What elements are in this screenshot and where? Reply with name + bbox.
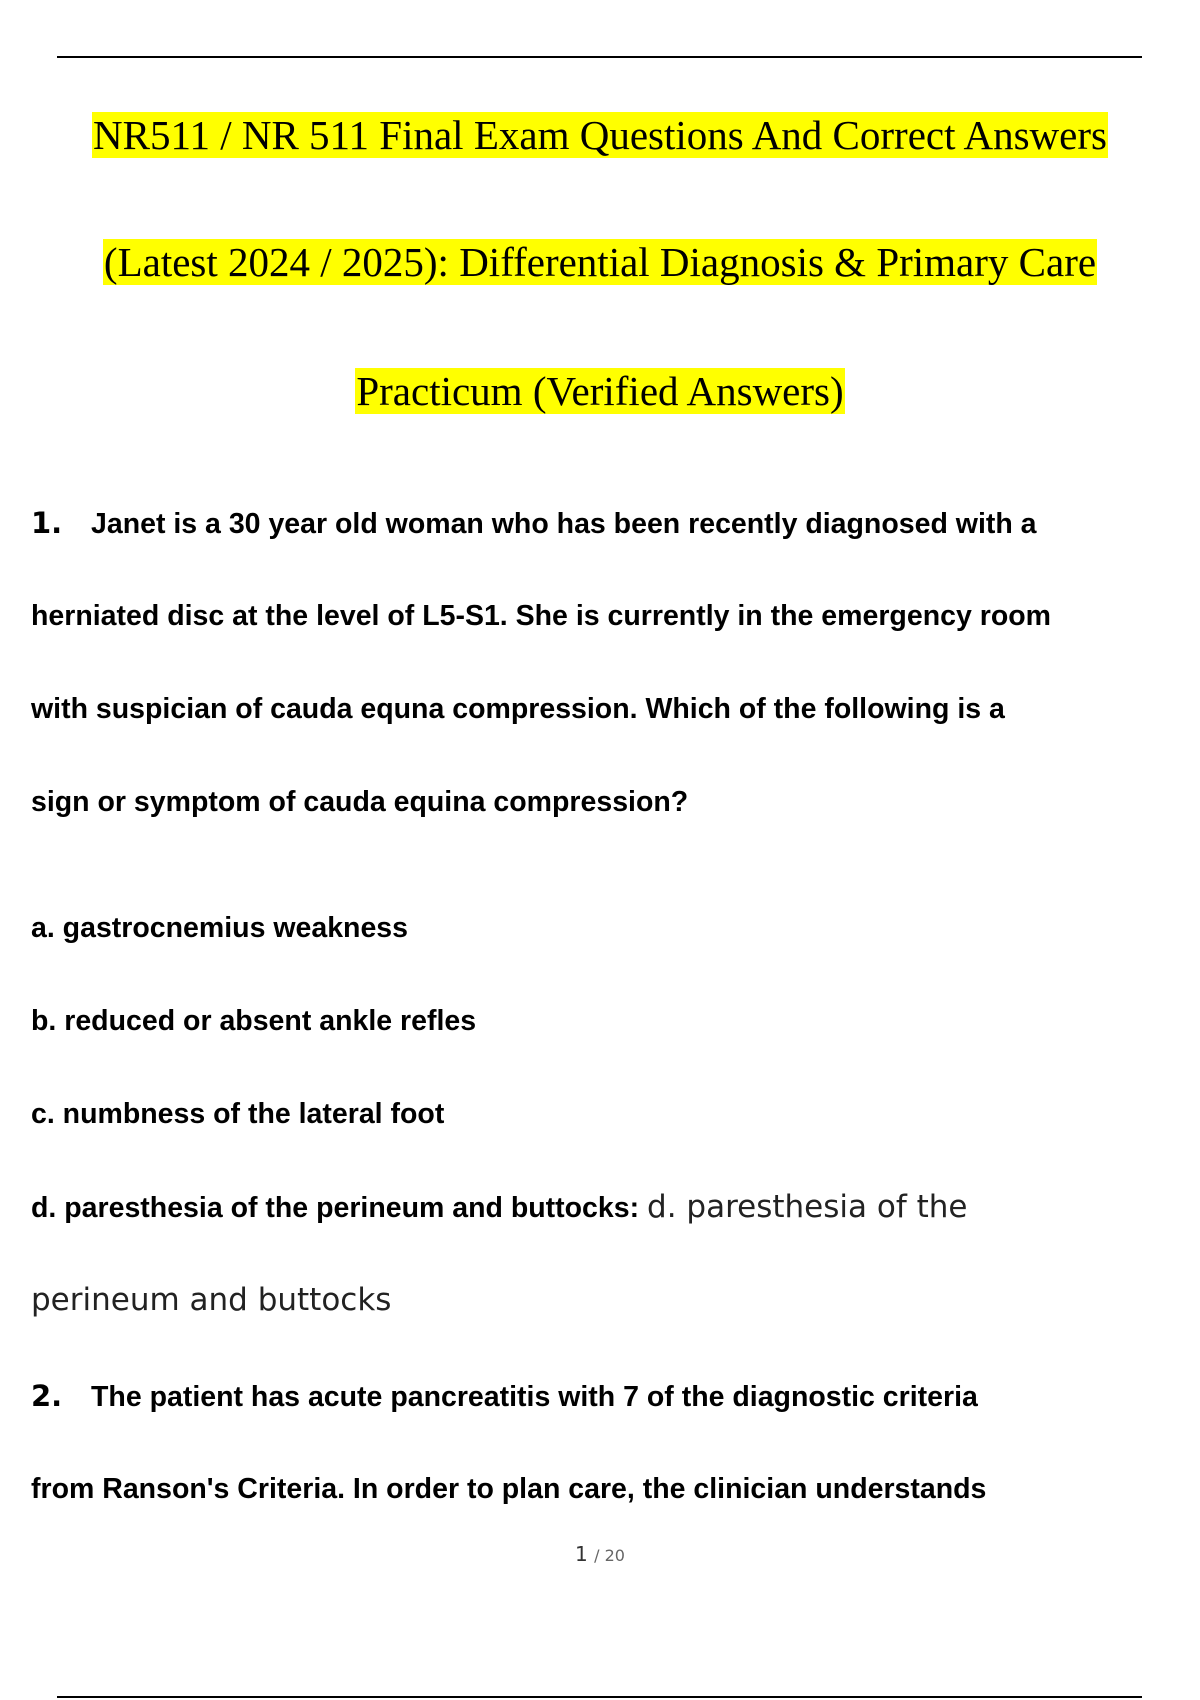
document-title-line-3: Practicum (Verified Answers) bbox=[356, 368, 844, 414]
question-2-line-1: 2. The patient has acute pancreatitis with 7 of the diagnostic criteria bbox=[31, 1379, 978, 1413]
question-1-line-1: 1. Janet is a 30 year old woman who has been recently diagnosed with a bbox=[31, 506, 1037, 540]
question-1-line-2: herniated disc at the level of L5-S1. She is currently in the emergency room bbox=[31, 600, 1051, 632]
page-number: 1 / 20 bbox=[575, 1542, 625, 1566]
question-1-line-3: with suspician of cauda equna compression. Which of the following is a bbox=[31, 693, 1005, 725]
bottom-rule bbox=[57, 1696, 1142, 1698]
question-2-line-2: from Ranson's Criteria. In order to plan care, the clinician understands bbox=[31, 1473, 987, 1505]
document-title-line-1: NR511 / NR 511 Final Exam Questions And Correct Answers bbox=[93, 112, 1107, 158]
correct-answer-continued: perineum and buttocks bbox=[31, 1282, 392, 1318]
option-d: d. paresthesia of the perineum and buttocks: d. paresthesia of the bbox=[31, 1189, 968, 1225]
question-1-line-4: sign or symptom of cauda equina compression? bbox=[31, 786, 689, 818]
option-c: c. numbness of the lateral foot bbox=[31, 1098, 445, 1130]
correct-answer: d. paresthesia of the bbox=[647, 1189, 968, 1225]
question-number: 2. bbox=[31, 1379, 63, 1413]
option-a: a. gastrocnemius weakness bbox=[31, 912, 409, 944]
option-b: b. reduced or absent ankle refles bbox=[31, 1005, 477, 1037]
document-title-line-2: (Latest 2024 / 2025): Differential Diagnosis & Primary Care bbox=[103, 239, 1097, 285]
top-rule bbox=[57, 56, 1142, 58]
question-number: 1. bbox=[31, 506, 63, 540]
